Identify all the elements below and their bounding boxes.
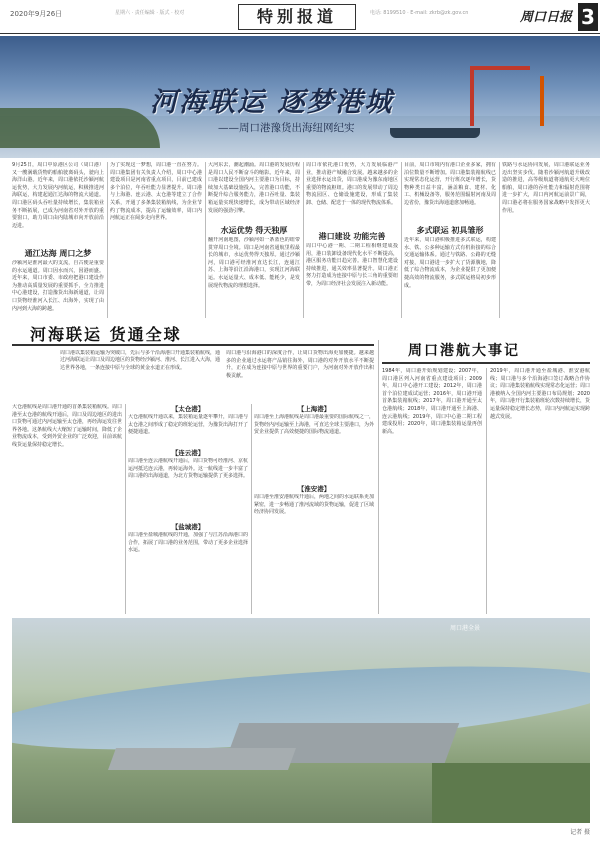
- article1-col4: 周口市依托港口优势，大力发展临港产业，推动港产城融合发展。越来越多的企业选择水运出货，周口港成为豫东南地区重要的物流枢纽。港口的发展带动了周边物流园区、仓储设施建设，形成了集装卸、仓储、配送于一体的现代物流体系。: [306, 162, 398, 206]
- article2-col4: 周口港与沿海港口的深度合作，让周口货物出海更加便捷。越来越多的企业通过水运将产品销往海外，周口港的对外开放水平不断提升，正在成为连接中原与世界的重要门户，为河南对外开放作出积极贡献。: [226, 350, 374, 379]
- hero-banner: [0, 36, 600, 158]
- article1-col2: 为了实现这一梦想，周口港一直在努力。周口港集团有关负责人介绍，周口中心港建设项目是河南省重点项目，目前已建成多个泊位，年吞吐能力显著提升。周口港与上海港、连云港、太仓港等建立了合作关系，开通了多条集装箱航线，为企业节约了物流成本，提高了运输效率，周口内河航运正在阔步走向世界。: [110, 162, 202, 222]
- article2-huaian-heading: 【淮安港】: [297, 485, 331, 493]
- article2-lianyungang-heading: 【连云港】: [171, 449, 205, 457]
- photo-label: 周口港全景: [450, 625, 481, 632]
- page-number: 3: [578, 3, 598, 31]
- article1-col5: 目前，周口市境内有港口企业多家，拥有泊位数量不断增加。周口港集装箱航线已实现常态化运营，开行班次逐年增长，货物种类日益丰富，涵盖粮食、建材、化工、机械设备等，服务范围辐射河南及周边省份，豫货出海通道愈加畅通。: [404, 162, 496, 206]
- hero-hill-image: [0, 108, 160, 148]
- column-divider: [378, 340, 379, 614]
- masthead-meta: 星期六 · 责任编辑 · 版式 · 校对: [115, 10, 185, 16]
- article2-lead: 周口港以集装箱运输为突破口，先后与多个沿海港口开通集装箱航线，通过河海联运让周口及周边地区的货物经沙颍河、淮河、长江进入大海，通达世界各地，一条连接中原与全球的黄金水道正在形成。: [60, 350, 220, 371]
- issue-date: 2020年9月26日: [10, 10, 63, 18]
- newspaper-logo: 周口日报: [520, 10, 573, 25]
- dock-image-2: [108, 748, 296, 770]
- column-divider: [251, 404, 252, 614]
- crane-icon-2: [540, 76, 544, 126]
- article1-col3b: 翻开河南地图，沙颍河如一条蓝色的纽带贯穿周口全境。周口是河南省通航里程最长的城市，水运优势得天独厚。通过沙颍河，周口港可经淮河直达长江，连通江苏、上海等沿江沿海港口，实现江河海联运。水运运量大、成本低、能耗少，是发展现代物流的理想选择。: [208, 237, 300, 289]
- section-title: 特别报道: [238, 4, 356, 30]
- article2-yancheng: 周口港至盐城港航线的开通，加强了与江苏沿海港口的合作，拓展了周口港的业务范围，带动了更多企业选择水运。: [128, 532, 248, 554]
- ship-icon: [390, 128, 480, 138]
- port-aerial-photo: [12, 618, 590, 823]
- article2-rule: [12, 344, 374, 346]
- article1-col4-heading: 港口建设 功能完善: [318, 232, 386, 241]
- article3-rule: [382, 362, 590, 364]
- crane-icon: [470, 66, 474, 126]
- article1-col3: 大河东去，潮起潮涌。周口港的发展历程是周口人民不断奋斗的缩影。近年来，周口港以建设全国内河主要港口为目标，持续加大基础设施投入，完善港口功能，不断提升综合服务能力，港口吞吐量、集装箱运量实现快速增长，成为带动区域经济发展的强劲引擎。: [208, 162, 300, 214]
- photo-credit: 记者 摄: [570, 829, 590, 836]
- article2-huaian: 周口港至淮安港航线开通后，两地之间的水运联系更加紧密，进一步畅通了淮河流域的货物运输，促进了区域经济协同发展。: [254, 494, 374, 516]
- masthead-contact: 电话: 8199510 · E-mail: zkrb@zk.gov.cn: [370, 10, 469, 16]
- article2-yancheng-heading: 【盐城港】: [171, 523, 205, 531]
- headline: 河海联运 逐梦港城: [150, 87, 394, 118]
- crane-arm-icon: [470, 66, 530, 70]
- column-divider: [303, 162, 304, 318]
- article2-taicang-heading: 【太仓港】: [171, 405, 205, 413]
- masthead: [0, 0, 600, 34]
- article1-col5b: 近年来，周口港积极推进多式联运，构建水、铁、公多种运输方式有机衔接的综合交通运输体系。通过与铁路、公路的无缝对接，周口港进一步扩大了货源腹地，降低了综合物流成本，为企业提供了更加便捷高效的物流服务，多式联运格局初步形成。: [404, 237, 496, 289]
- column-divider: [205, 162, 206, 318]
- article3-title: 周口港航大事记: [408, 343, 520, 359]
- article3-col1: 1984年，周口港开始规划建设；2007年，周口港区列入河南省重点建设项目；2009年，周口中心港开工建设；2012年，周口港首个泊位建成试运营；2016年，周口港开通首条集装箱航线；2017年，周口港开通至太仓港航线；2018年，周口港开通至上海港、连云港航线；2019年，周口中心港二期工程建成投用；2020年，周口港集装箱运量再创新高。: [382, 368, 482, 435]
- article1-col1b: 沙颍河是淮河最大的支流，自古便是重要的水运通道。周口因水而兴，因港而盛。近年来，周口市委、市政府把港口建设作为推动高质量发展的重要抓手，全力推进中心港建设，打造豫货出海新通道，让周口货物经淮河入长江、出海外，实现了由内河到大海的跨越。: [12, 260, 104, 312]
- article1-col1: 9月25日，周口中原港区公司（周口港）又一艘满载货物的船舶驶离码头，驶向上海洋山港。近年来，周口港依托沙颍河航运优势，大力发展内河航运，积极推进河海联运，构建起通江达海的物流大通道。周口港区码头吞吐量持续增长，集装箱业务不断拓展，已成为河南省对外开放的重要窗口，助力周口由内陆城市向开放前沿迈进。: [12, 162, 104, 229]
- article2-lianyungang: 周口港至连云港航线开通后，周口货物可经淮河、京杭运河抵达连云港，再转运海外。这一航线进一步丰富了周口港的出海通道，为北方货物运输提供了更多选择。: [128, 458, 248, 480]
- article2-col1: 大仓港航线是周口港开通的首条集装箱航线。周口港至太仓港的航线开通后，周口及周边地区的进出口货物可通过内河运输至太仓港，再经海运发往世界各地。这条航线大大缩短了运输时间，降低了企业物流成本，受到外贸企业的广泛欢迎，目前该航线货运量保持稳定增长。: [12, 404, 122, 448]
- column-divider: [125, 404, 126, 614]
- article1-col3-heading: 水运优势 得天独厚: [220, 226, 288, 235]
- article1-col5-heading: 多式联运 初具雏形: [416, 226, 484, 235]
- article1-col6: 铁路与水运协同发展，周口港联运业务迈出坚实步伐。随着沙颍河航道升级改造的推进，高等级航道将通航更大吨位船舶，周口港的吞吐能力和辐射范围将进一步扩大，周口内河航运前景广阔，周口港必将在服务国家战略中发挥更大作用。: [502, 162, 590, 214]
- subheadline: ——周口港豫货出海纽网纪实: [218, 122, 355, 134]
- article3-col2: 2019年，周口港开通至盐城港、淮安港航线；周口港与多个沿海港口签订战略合作协议；周口港集装箱航线实现常态化运营；周口港被纳入全国内河主要港口布局规划；2020年，周口港开行集装箱班轮次数持续增长，货运量保持稳定增长态势，周口内河航运实现跨越式发展。: [490, 368, 590, 420]
- column-divider: [486, 368, 487, 614]
- article1-col4b: 周口中心港一期、二期工程相继建成投用，港口装卸设备现代化水平不断提高，港区服务功能日趋完善。港口智慧化建设持续推进，通关效率显著提升。周口港正努力打造成为连接中原与长三角的重要纽带，为周口经济社会发展注入新动能。: [306, 243, 398, 287]
- article2-taicang: 大仓港航线开通以来，集装箱运量逐年攀升，周口港与太仓港之间形成了稳定的班轮运营，为豫货出海打开了便捷通道。: [128, 414, 248, 436]
- column-divider: [499, 162, 500, 318]
- article2-shanghai: 周口港至上海港航线是周口港最重要的国际航线之一，货物经内河运输至上海港，可直达全球主要港口，为外贸企业提供了高效便捷的国际物流通道。: [254, 414, 374, 436]
- article1-col1-heading: 通江达海 周口之梦: [24, 249, 92, 258]
- field-image: [432, 763, 590, 823]
- column-divider: [401, 162, 402, 318]
- article2-shanghai-heading: 【上海港】: [297, 405, 331, 413]
- article2-title: 河海联运 货通全球: [30, 325, 182, 344]
- column-divider: [107, 162, 108, 318]
